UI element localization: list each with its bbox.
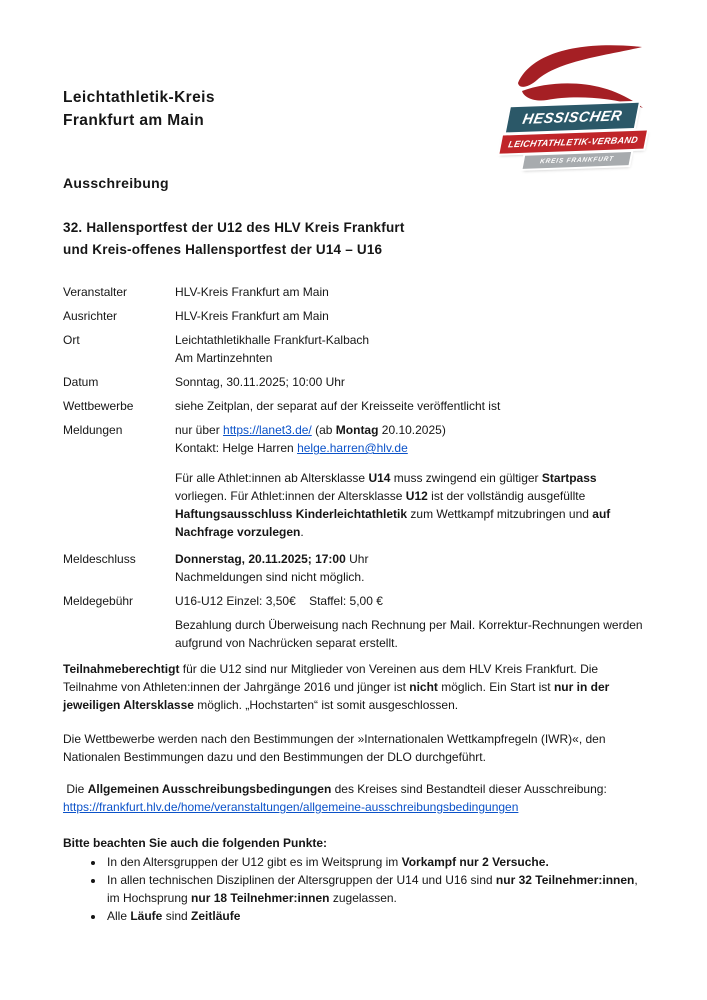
- text-run: für die U12 sind nur Mitglieder von Vereinen aus dem HLV Kreis Frankfurt. Die Teilnahme von Athleten:innen der Jahrgänge 2016 und jünger ist: [63, 662, 602, 694]
- text-run: In allen technischen Disziplinen der Altersgruppen der U14 und U16 sind: [107, 873, 496, 887]
- detail-row-veranstalter: [63, 283, 645, 301]
- text-run: Donnerstag, 20.11.2025; 17:00: [175, 552, 346, 566]
- text-run: , im Hochsprung: [107, 873, 638, 905]
- text-run: Bezahlung durch Überweisung nach Rechnung per Mail. Korrektur-Rechnungen werden aufgrund von Nachrücken separat erstellt.: [175, 618, 646, 650]
- logo-banners: [499, 102, 651, 169]
- list-item: [105, 907, 645, 925]
- detail-value: [175, 421, 645, 439]
- text-run: Montag: [335, 423, 379, 437]
- text-run: Nachmeldungen sind nicht möglich.: [175, 570, 365, 584]
- text-run: Für alle Athlet:innen ab Altersklasse: [175, 471, 369, 485]
- logo-banner-hessischer-label: HESSISCHER: [521, 107, 624, 128]
- text-run: U14: [368, 471, 391, 485]
- eligibility-paragraph: [63, 660, 645, 714]
- points-header: Bitte beachten Sie auch die folgenden Punkte:: [63, 836, 328, 850]
- text-run: möglich. „Hochstarten“ ist somit ausgeschlossen.: [193, 698, 459, 712]
- text-run: siehe Zeitplan, der separat auf der Kreisseite veröffentlicht ist: [175, 399, 501, 413]
- text-run: HLV-Kreis Frankfurt am Main: [175, 285, 329, 299]
- text-run: Sonntag, 30.11.2025; 10:00 Uhr: [175, 375, 345, 389]
- detail-row-wettbewerbe: [63, 397, 645, 415]
- text-run: nur in der jeweiligen Altersklasse: [63, 680, 613, 712]
- logo-banner-verband: [499, 130, 646, 153]
- logo-banner-kreis-frankfurt: [523, 152, 631, 169]
- list-item: [105, 853, 645, 871]
- text-run: nicht: [409, 680, 438, 694]
- hyperlink[interactable]: https://lanet3.de/: [223, 423, 312, 437]
- detail-value: [175, 349, 645, 367]
- logo-banner-kreis-frankfurt-label: KREIS FRANKFURT: [539, 155, 615, 166]
- detail-value: [175, 397, 645, 415]
- detail-label: Datum: [63, 375, 99, 389]
- text-run: muss zwingend ein gültiger: [390, 471, 542, 485]
- detail-row-datum: [63, 373, 645, 391]
- detail-row-meldeschluss: [63, 550, 645, 586]
- detail-label: Wettbewerbe: [63, 399, 134, 413]
- body-section: [63, 660, 645, 925]
- event-details: [63, 283, 645, 652]
- organization-name-line1: Leichtathletik-Kreis: [63, 89, 215, 106]
- text-run: auf Nachfrage vorzulegen: [175, 507, 614, 539]
- organization-name-line2: Frankfurt am Main: [63, 112, 205, 129]
- detail-label: Veranstalter: [63, 285, 128, 299]
- detail-label: Ort: [63, 333, 80, 347]
- text-run: zum Wettkampf mitzubringen und: [407, 507, 593, 521]
- text-run: Am Martinzehnten: [175, 351, 273, 365]
- text-run: Die Wettbewerbe werden nach den Bestimmungen der »Internationalen Wettkampfregeln (IWR)«, den Nationalen Bestimmungen dazu und den Bestimmungen der DLO durchgeführt.: [63, 732, 609, 764]
- text-run: .: [300, 525, 304, 539]
- rules-paragraph: [63, 730, 645, 766]
- text-run: Uhr: [345, 552, 369, 566]
- text-run: Leichtathletikhalle Frankfurt-Kalbach: [175, 333, 370, 347]
- hyperlink[interactable]: helge.harren@hlv.de: [297, 441, 408, 455]
- swoosh-icon: [512, 42, 648, 108]
- text-run: HLV-Kreis Frankfurt am Main: [175, 309, 329, 323]
- detail-value: [175, 283, 645, 301]
- text-run: möglich. Ein Start ist: [437, 680, 554, 694]
- detail-value: [175, 592, 645, 610]
- detail-label: Meldungen: [63, 423, 123, 437]
- startpass-note: [175, 469, 645, 541]
- event-title-line1: 32. Hallensportfest der U12 des HLV Kreis Frankfurt: [63, 220, 405, 235]
- detail-row-meldungen: [63, 421, 645, 457]
- detail-label: Meldegebühr: [63, 594, 134, 608]
- text-run: Läufe: [130, 909, 163, 923]
- text-run: U12: [405, 489, 428, 503]
- event-title: [63, 217, 645, 261]
- detail-value: [175, 331, 645, 349]
- logo-banner-verband-label: LEICHTATHLETIK-VERBAND: [507, 134, 640, 150]
- text-run: zugelassen.: [329, 891, 397, 905]
- detail-row-ort: [63, 331, 645, 367]
- detail-value: [175, 373, 645, 391]
- section-label: Ausschreibung: [63, 175, 169, 191]
- text-run: Zeitläufe: [191, 909, 241, 923]
- text-run: Startpass: [541, 471, 597, 485]
- list-item: [105, 871, 645, 907]
- text-run: Allgemeinen Ausschreibungsbedingungen: [87, 782, 332, 796]
- detail-value: [175, 307, 645, 325]
- detail-value: [175, 550, 645, 568]
- conditions-paragraph: [63, 780, 645, 816]
- text-run: (ab: [311, 423, 336, 437]
- text-run: In den Altersgruppen der U12 gibt es im Weitsprung im: [107, 855, 402, 869]
- text-run: Die: [63, 782, 88, 796]
- text-run: 20.10.2025): [378, 423, 446, 437]
- text-run: nur 32 Teilnehmer:innen: [495, 873, 635, 887]
- hyperlink[interactable]: https://frankfurt.hlv.de/home/veranstaltungen/allgemeine-ausschreibungsbedingungen: [63, 800, 519, 814]
- text-run: nur 18 Teilnehmer:innen: [191, 891, 330, 905]
- detail-row-meldegebuehr: [63, 592, 645, 610]
- detail-value: [175, 439, 645, 457]
- text-run: sind: [162, 909, 192, 923]
- detail-label: Ausrichter: [63, 309, 118, 323]
- event-title-line2: und Kreis-offenes Hallensportfest der U14 – U16: [63, 242, 383, 257]
- payment-note: [175, 616, 645, 652]
- logo-banner-hessischer: [506, 103, 639, 133]
- text-run: Teilnahmeberechtigt: [63, 662, 180, 676]
- text-run: U16-U12 Einzel: 3,50€ Staffel: 5,00 €: [175, 594, 383, 608]
- detail-label: Meldeschluss: [63, 552, 136, 566]
- text-run: Kontakt: Helge Harren: [175, 441, 298, 455]
- hlv-logo: [500, 42, 650, 167]
- points-list: [63, 853, 645, 925]
- text-run: nur über: [175, 423, 224, 437]
- detail-row-ausrichter: [63, 307, 645, 325]
- text-run: vorliegen. Für Athlet:innen der Altersklasse: [175, 471, 600, 503]
- text-run: Haftungsausschluss Kinderleichtathletik: [175, 507, 408, 521]
- text-run: des Kreises sind Bestandteil dieser Ausschreibung:: [331, 782, 611, 796]
- detail-value: [175, 568, 645, 586]
- text-run: Vorkampf nur 2 Versuche.: [401, 855, 549, 869]
- text-run: ist der vollständig ausgefüllte: [427, 489, 589, 503]
- text-run: Alle: [107, 909, 131, 923]
